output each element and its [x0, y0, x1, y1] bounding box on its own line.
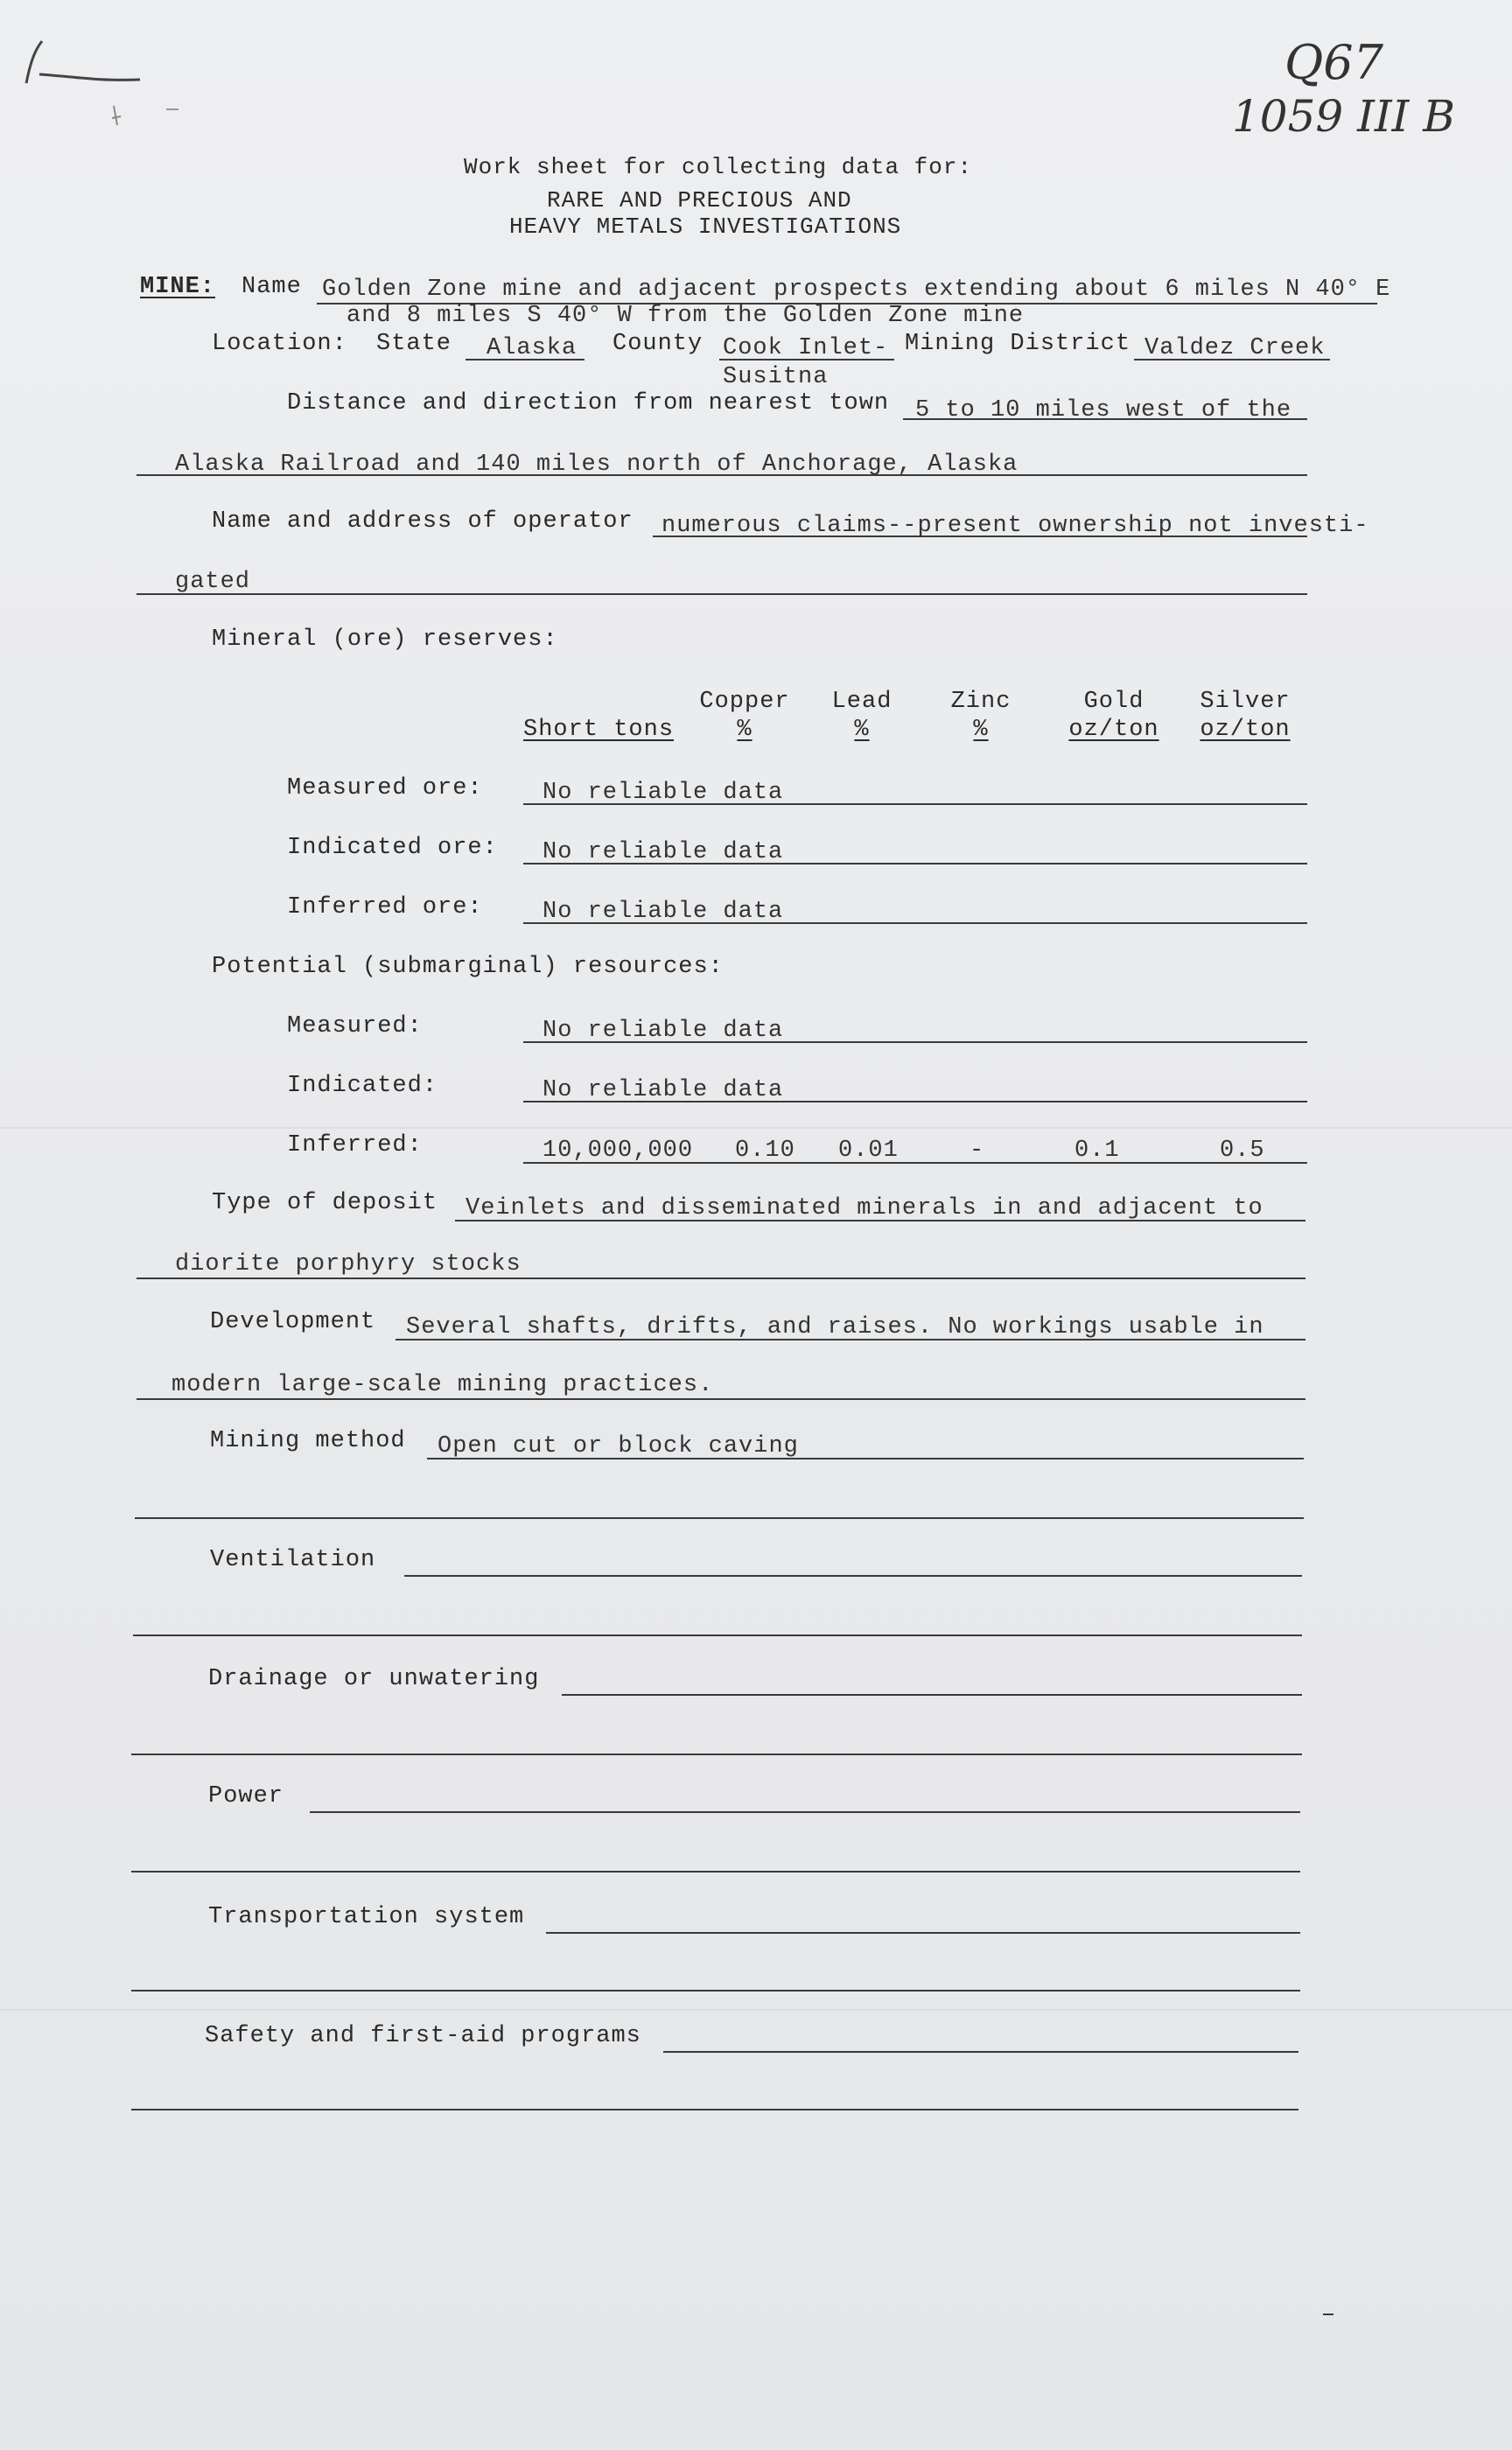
ventilation-label: Ventilation	[210, 1547, 376, 1573]
handwritten-reference: 1059 III B	[1232, 91, 1456, 142]
reserves-title: Mineral (ore) reserves:	[212, 626, 558, 653]
inferred-short-tons: 10,000,000	[542, 1138, 694, 1164]
deposit-underline-1	[455, 1220, 1306, 1222]
power-label: Power	[208, 1783, 284, 1810]
distance-value-line2: Alaska Railroad and 140 miles north of Anchorage, Alaska	[175, 452, 1018, 478]
paper-fold	[0, 1127, 1512, 1129]
measured-ore-underline	[523, 803, 1307, 805]
stray-mark	[1323, 2314, 1334, 2315]
indicated-ore-label: Indicated ore:	[287, 835, 498, 861]
inferred-ore-underline	[523, 922, 1307, 924]
deposit-underline-2	[136, 1278, 1306, 1279]
indicated-ore-value: No reliable data	[542, 839, 784, 865]
inferred-ore-label: Inferred ore:	[287, 894, 483, 920]
measured-ore-value: No reliable data	[542, 780, 784, 806]
deposit-label: Type of deposit	[212, 1190, 438, 1216]
distance-label: Distance and direction from nearest town	[287, 390, 890, 416]
potential-title: Potential (submarginal) resources:	[212, 954, 724, 980]
col-silver: Silver oz/ton	[1200, 689, 1291, 744]
state-underline	[466, 359, 584, 360]
method-value: Open cut or block caving	[438, 1433, 799, 1460]
potential-inferred-label: Inferred:	[287, 1132, 423, 1158]
inferred-ore-value: No reliable data	[542, 899, 784, 925]
county-underline	[719, 359, 894, 360]
inferred-gold: 0.1	[1074, 1138, 1120, 1164]
ventilation-underline-1	[404, 1575, 1302, 1577]
indicated-ore-underline	[523, 863, 1307, 864]
inferred-silver: 0.5	[1220, 1138, 1265, 1164]
potential-indicated-underline	[523, 1101, 1307, 1102]
district-value: Valdez Creek	[1144, 335, 1326, 361]
safety-underline-2	[131, 2109, 1298, 2110]
power-underline-1	[310, 1811, 1300, 1813]
development-value-line1: Several shafts, drifts, and raises. No workings usable in	[406, 1314, 1264, 1340]
name-label: Name	[242, 274, 302, 300]
development-underline-2	[136, 1398, 1306, 1400]
development-value-line2: modern large-scale mining practices.	[172, 1372, 714, 1398]
drainage-underline-1	[562, 1694, 1302, 1696]
potential-measured-underline	[523, 1041, 1307, 1043]
distance-underline-1	[903, 418, 1307, 420]
district-label: Mining District	[905, 331, 1131, 357]
inferred-copper: 0.10	[735, 1138, 795, 1164]
drainage-underline-2	[131, 1754, 1302, 1755]
potential-inferred-underline	[523, 1162, 1307, 1164]
worksheet-subtitle-1: RARE AND PRECIOUS AND	[547, 187, 852, 214]
col-copper: Copper %	[699, 689, 790, 744]
operator-value-line2: gated	[175, 569, 251, 595]
transport-label: Transportation system	[208, 1904, 525, 1930]
transport-underline-1	[546, 1932, 1300, 1934]
name-value-line1: Golden Zone mine and adjacent prospects extending about 6 miles N 40° E	[322, 276, 1391, 303]
operator-underline-2	[136, 593, 1307, 595]
power-underline-2	[131, 1871, 1300, 1872]
method-underline-2	[135, 1517, 1304, 1519]
county-label: County	[612, 331, 704, 357]
name-value-line2: and 8 miles S 40° W from the Golden Zone mine	[346, 303, 1025, 329]
safety-underline-1	[663, 2051, 1298, 2053]
corner-pen-mark	[9, 31, 201, 136]
paper-fold	[0, 2009, 1512, 2011]
handwritten-code: Q67	[1284, 35, 1383, 90]
operator-value-line1: numerous claims--present ownership not investi-	[662, 513, 1369, 539]
district-underline	[1134, 359, 1330, 360]
operator-underline-1	[653, 536, 1307, 537]
col-short-tons: Short tons	[523, 717, 675, 743]
development-label: Development	[210, 1309, 376, 1335]
development-underline-1	[396, 1339, 1306, 1340]
drainage-label: Drainage or unwatering	[208, 1666, 540, 1692]
worksheet-title: Work sheet for collecting data for:	[464, 154, 973, 180]
inferred-lead: 0.01	[838, 1138, 899, 1164]
potential-measured-value: No reliable data	[542, 1018, 784, 1044]
safety-label: Safety and first-aid programs	[205, 2023, 641, 2049]
county-value: Cook Inlet-	[723, 335, 889, 361]
location-label: Location:	[212, 331, 347, 357]
inferred-zinc: -	[970, 1138, 985, 1164]
deposit-value-line2: diorite porphyry stocks	[175, 1251, 522, 1278]
distance-underline-2	[136, 474, 1307, 476]
worksheet-subtitle-2: HEAVY METALS INVESTIGATIONS	[509, 214, 902, 240]
transport-underline-2	[131, 1990, 1300, 1992]
state-value: Alaska	[486, 335, 578, 361]
ventilation-underline-2	[133, 1634, 1302, 1636]
county-value-line2: Susitna	[723, 364, 829, 390]
col-zinc: Zinc %	[950, 689, 1012, 744]
col-gold: Gold oz/ton	[1068, 689, 1159, 744]
method-underline-1	[427, 1458, 1304, 1460]
mine-section-label: MINE:	[140, 274, 216, 300]
potential-indicated-value: No reliable data	[542, 1077, 784, 1103]
potential-measured-label: Measured:	[287, 1013, 423, 1040]
distance-value-line1: 5 to 10 miles west of the	[915, 397, 1292, 424]
measured-ore-label: Measured ore:	[287, 775, 483, 802]
method-label: Mining method	[210, 1428, 406, 1454]
potential-indicated-label: Indicated:	[287, 1073, 438, 1099]
col-lead: Lead %	[831, 689, 892, 744]
state-label: State	[376, 331, 452, 357]
operator-label: Name and address of operator	[212, 508, 634, 535]
deposit-value-line1: Veinlets and disseminated minerals in and adjacent to	[466, 1195, 1264, 1222]
